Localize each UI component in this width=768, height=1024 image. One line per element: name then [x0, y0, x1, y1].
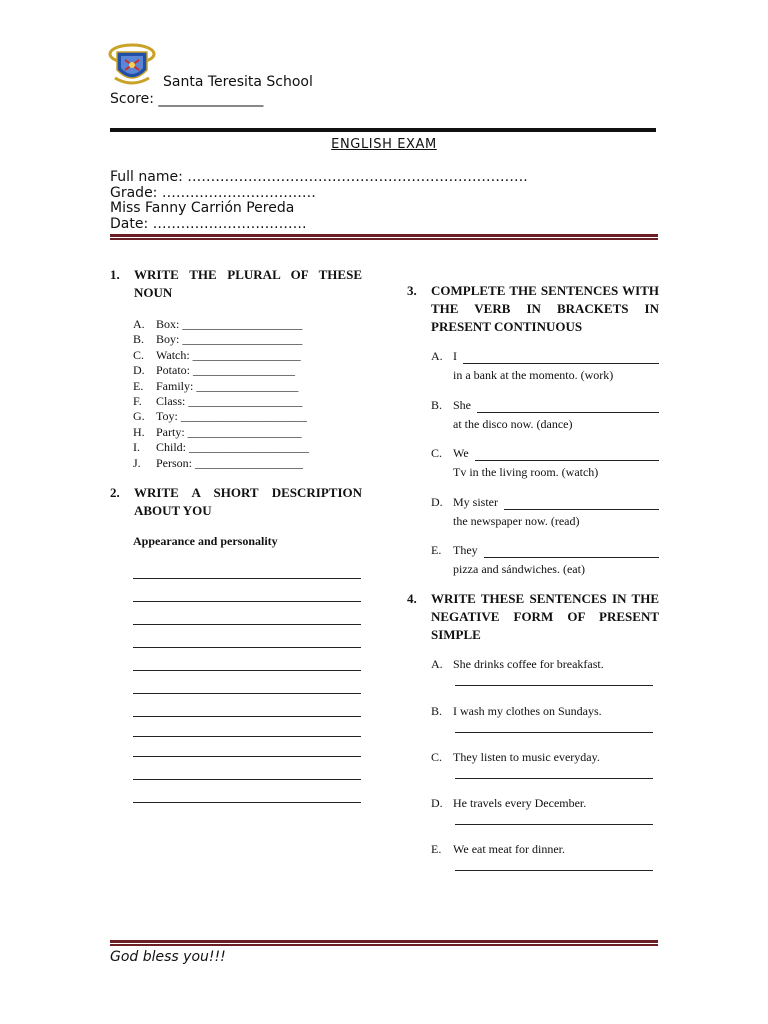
q1-title: WRITE THE PLURAL OF THESE NOUN: [134, 267, 362, 300]
writing-line: [133, 693, 361, 694]
q1-number: 1.: [110, 267, 120, 282]
answer-line: [455, 870, 653, 871]
answer-blank: [463, 351, 659, 364]
answer-blank: [477, 400, 659, 413]
q2-number: 2.: [110, 485, 120, 500]
q4-title: WRITE THESE SENTENCES IN THE NEGATIVE FORM OF PRESENT SIMPLE: [431, 591, 659, 642]
answer-line: [455, 778, 653, 779]
answer-line: [455, 685, 653, 686]
date-field: Date: ……………………………: [110, 216, 307, 232]
exam-title: ENGLISH EXAM: [331, 137, 437, 152]
q2-subtitle: Appearance and personality: [133, 534, 278, 548]
school-name: Santa Teresita School: [163, 74, 313, 90]
info-divider: [110, 234, 658, 240]
q4-item-a: A. She drinks coffee for breakfast.: [431, 657, 659, 689]
writing-line: [133, 756, 361, 757]
answer-line: [455, 824, 653, 825]
q4-item-b: B. I wash my clothes on Sundays.: [431, 704, 659, 736]
q4-heading: [407, 590, 659, 646]
writing-line: [133, 624, 361, 625]
answer-blank: [484, 545, 659, 558]
writing-line: [133, 647, 361, 648]
answer-line: [455, 732, 653, 733]
q3-title: COMPLETE THE SENTENCES WITH THE VERB IN BRACKETS IN PRESENT CONTINUOUS: [431, 283, 659, 334]
writing-line: [133, 670, 361, 671]
q4-number: 4.: [407, 591, 417, 606]
answer-blank: [504, 497, 659, 510]
score-field: Score: _______________: [110, 91, 264, 107]
footer-text: God bless you!!!: [110, 949, 226, 965]
q4-item-d: D. He travels every December.: [431, 796, 659, 828]
school-crest-logo: [107, 42, 157, 88]
header-divider: [110, 128, 656, 132]
writing-line: [133, 716, 361, 717]
grade-field: Grade: ……………………………: [110, 185, 316, 201]
q3-item-b: B. She at the disco now. (dance): [431, 398, 659, 432]
q2-heading: [110, 484, 362, 522]
q4-item-c: C. They listen to music everyday.: [431, 750, 659, 782]
q3-item-e: E. They pizza and sándwiches. (eat): [431, 543, 659, 577]
q3-item-c: C. We Tv in the living room. (watch): [431, 446, 659, 480]
full-name-field: Full name: ……………………………………………………………….: [110, 169, 528, 185]
footer-divider: [110, 940, 658, 946]
answer-blank: [475, 448, 659, 461]
q3-item-a: A. I in a bank at the momento. (work): [431, 349, 659, 383]
writing-line: [133, 779, 361, 780]
q2-title: WRITE A SHORT DESCRIPTION ABOUT YOU: [134, 485, 362, 518]
writing-line: [133, 601, 361, 602]
q1-heading: [110, 266, 362, 304]
q3-item-d: D. My sister the newspaper now. (read): [431, 495, 659, 529]
writing-line: [133, 578, 361, 579]
teacher-name: Miss Fanny Carrión Pereda: [110, 200, 295, 216]
q4-item-e: E. We eat meat for dinner.: [431, 842, 659, 874]
q3-heading: [407, 282, 659, 338]
q3-number: 3.: [407, 283, 417, 298]
writing-line: [133, 736, 361, 737]
writing-line: [133, 802, 361, 803]
